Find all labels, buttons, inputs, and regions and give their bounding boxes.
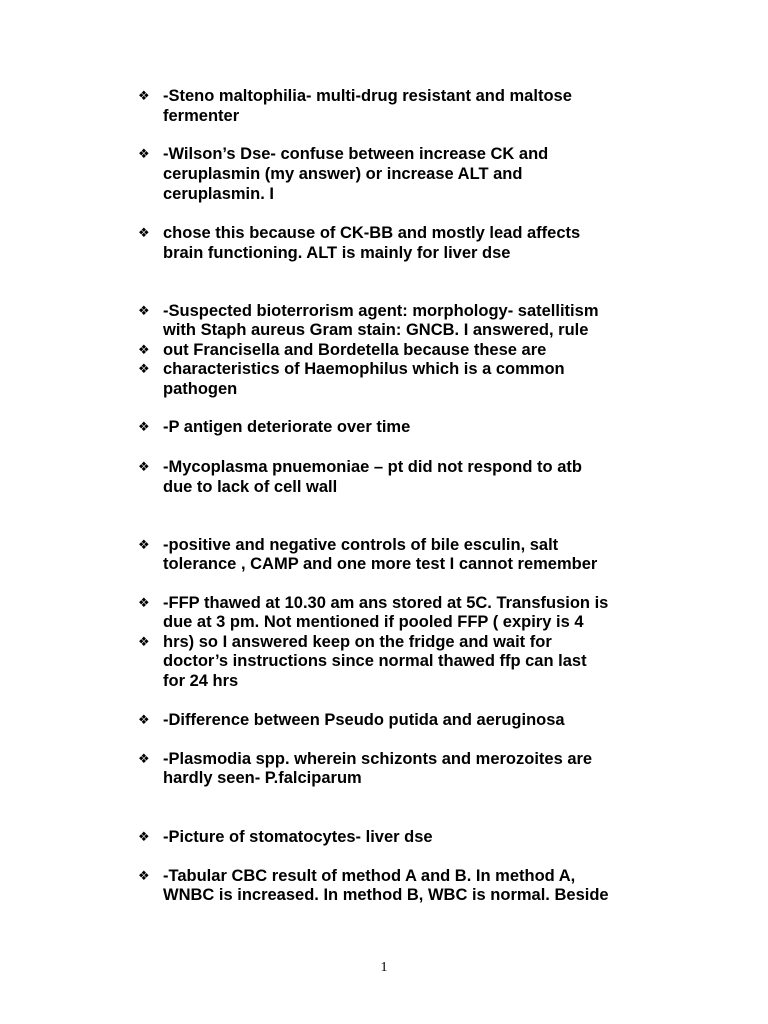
text-line: -Suspected bioterrorism agent: morphology- satellitism — [163, 302, 599, 320]
bullet-icon: ❖ — [138, 596, 150, 611]
text-line: -P antigen deteriorate over time — [163, 418, 411, 436]
text-line: ceruplasmin (my answer) or increase ALT and — [163, 165, 523, 183]
text-line: -Steno maltophilia- multi-drug resistant and maltose — [163, 87, 572, 105]
bullet-icon: ❖ — [138, 635, 150, 650]
text-line: -Plasmodia spp. wherein schizonts and merozoites are — [163, 750, 593, 768]
bullet-icon: ❖ — [138, 460, 150, 475]
text-line: -Tabular CBC result of method A and B. In method A, — [163, 867, 576, 885]
text-line: with Staph aureus Gram stain: GNCB. I answered, rule — [163, 321, 589, 339]
text-line: -Wilson’s Dse- confuse between increase CK and — [163, 145, 549, 163]
bullet-icon: ❖ — [138, 362, 150, 377]
text-line: -FFP thawed at 10.30 am ans stored at 5C. Transfusion is — [163, 594, 609, 612]
bullet-icon: ❖ — [138, 830, 150, 845]
text-line: hrs) so I answered keep on the fridge and wait for — [163, 633, 552, 651]
text-line: tolerance , CAMP and one more test I cannot remember — [163, 555, 598, 573]
bullet-icon: ❖ — [138, 420, 150, 435]
text-line: for 24 hrs — [163, 672, 239, 690]
bullet-icon: ❖ — [138, 89, 150, 104]
text-line: -Difference between Pseudo putida and aeruginosa — [163, 711, 565, 729]
bullet-icon: ❖ — [138, 304, 150, 319]
bullet-icon: ❖ — [138, 343, 150, 358]
text-line: doctor’s instructions since normal thawed ffp can last — [163, 652, 587, 670]
text-line: pathogen — [163, 380, 238, 398]
bullet-icon: ❖ — [138, 147, 150, 162]
text-line: fermenter — [163, 107, 240, 125]
text-line: WNBC is increased. In method B, WBC is normal. Beside — [163, 886, 609, 904]
text-line: ceruplasmin. I — [163, 185, 274, 203]
page-number: 1 — [380, 960, 388, 975]
text-line: characteristics of Haemophilus which is a common — [163, 360, 565, 378]
bullet-icon: ❖ — [138, 226, 150, 241]
text-line: brain functioning. ALT is mainly for liver dse — [163, 244, 511, 262]
text-line: hardly seen- P.falciparum — [163, 769, 362, 787]
bullet-icon: ❖ — [138, 869, 150, 884]
text-line: -Picture of stomatocytes- liver dse — [163, 828, 433, 846]
bullet-icon: ❖ — [138, 713, 150, 728]
text-line: -positive and negative controls of bile esculin, salt — [163, 536, 559, 554]
text-line: due to lack of cell wall — [163, 478, 338, 496]
bullet-icon: ❖ — [138, 538, 150, 553]
bullet-icon: ❖ — [138, 752, 150, 767]
text-line: -Mycoplasma pnuemoniae – pt did not respond to atb — [163, 458, 582, 476]
text-line: out Francisella and Bordetella because these are — [163, 341, 547, 359]
text-line: due at 3 pm. Not mentioned if pooled FFP ( expiry is 4 — [163, 613, 584, 631]
text-line: chose this because of CK-BB and mostly lead affects — [163, 224, 581, 242]
